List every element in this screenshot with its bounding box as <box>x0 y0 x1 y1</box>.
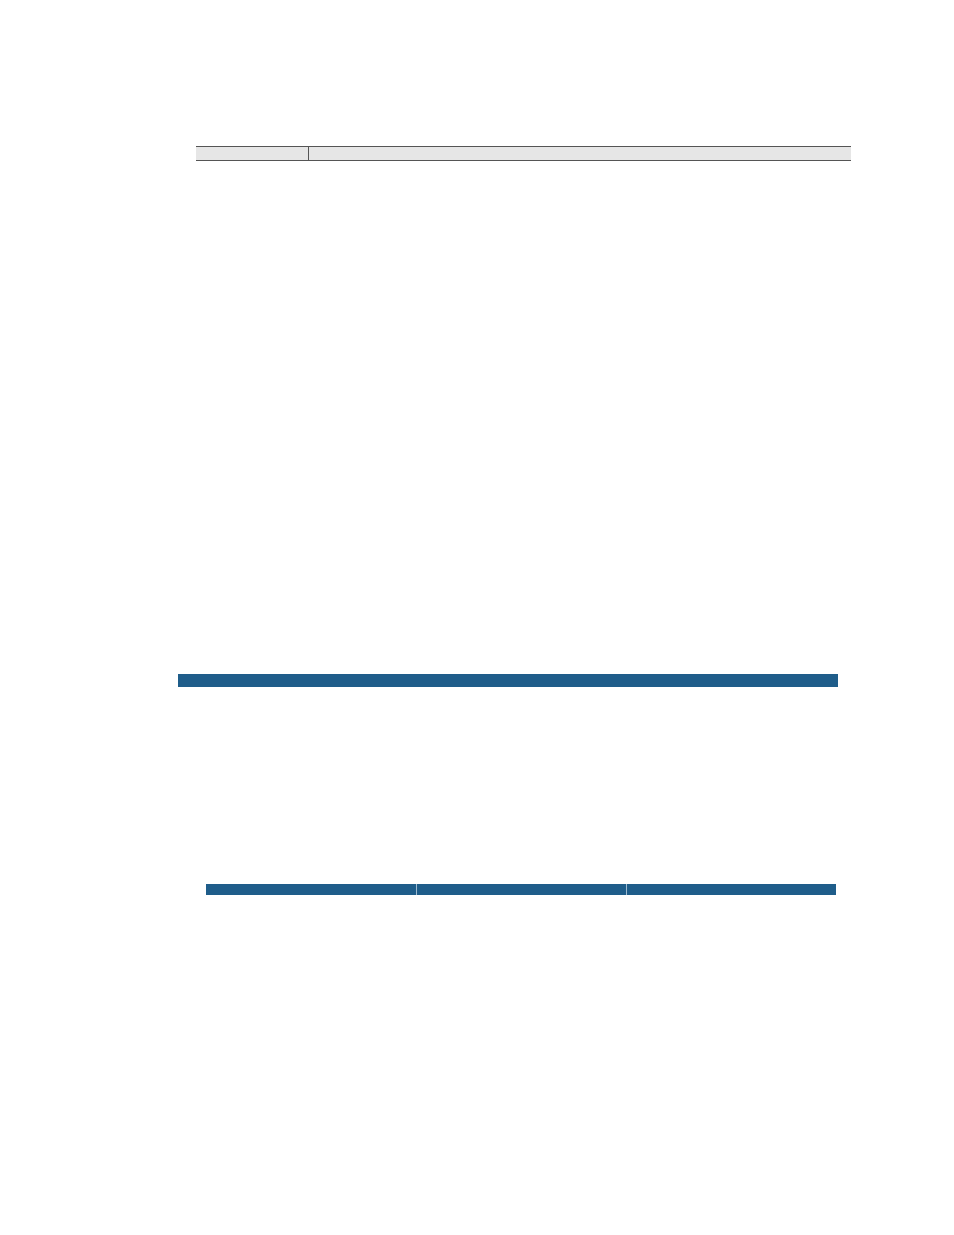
figure-caption <box>196 922 204 939</box>
header-color <box>196 147 309 161</box>
screenshot-footer-bar <box>206 884 836 895</box>
nav-bar <box>178 674 838 687</box>
running-header <box>84 50 88 66</box>
identity-info <box>206 714 836 874</box>
table-caption <box>196 374 204 391</box>
table-header-row <box>196 147 851 161</box>
header-indication <box>309 147 852 161</box>
alarm-color-table <box>196 146 851 161</box>
identity-page-screenshot <box>206 642 838 897</box>
